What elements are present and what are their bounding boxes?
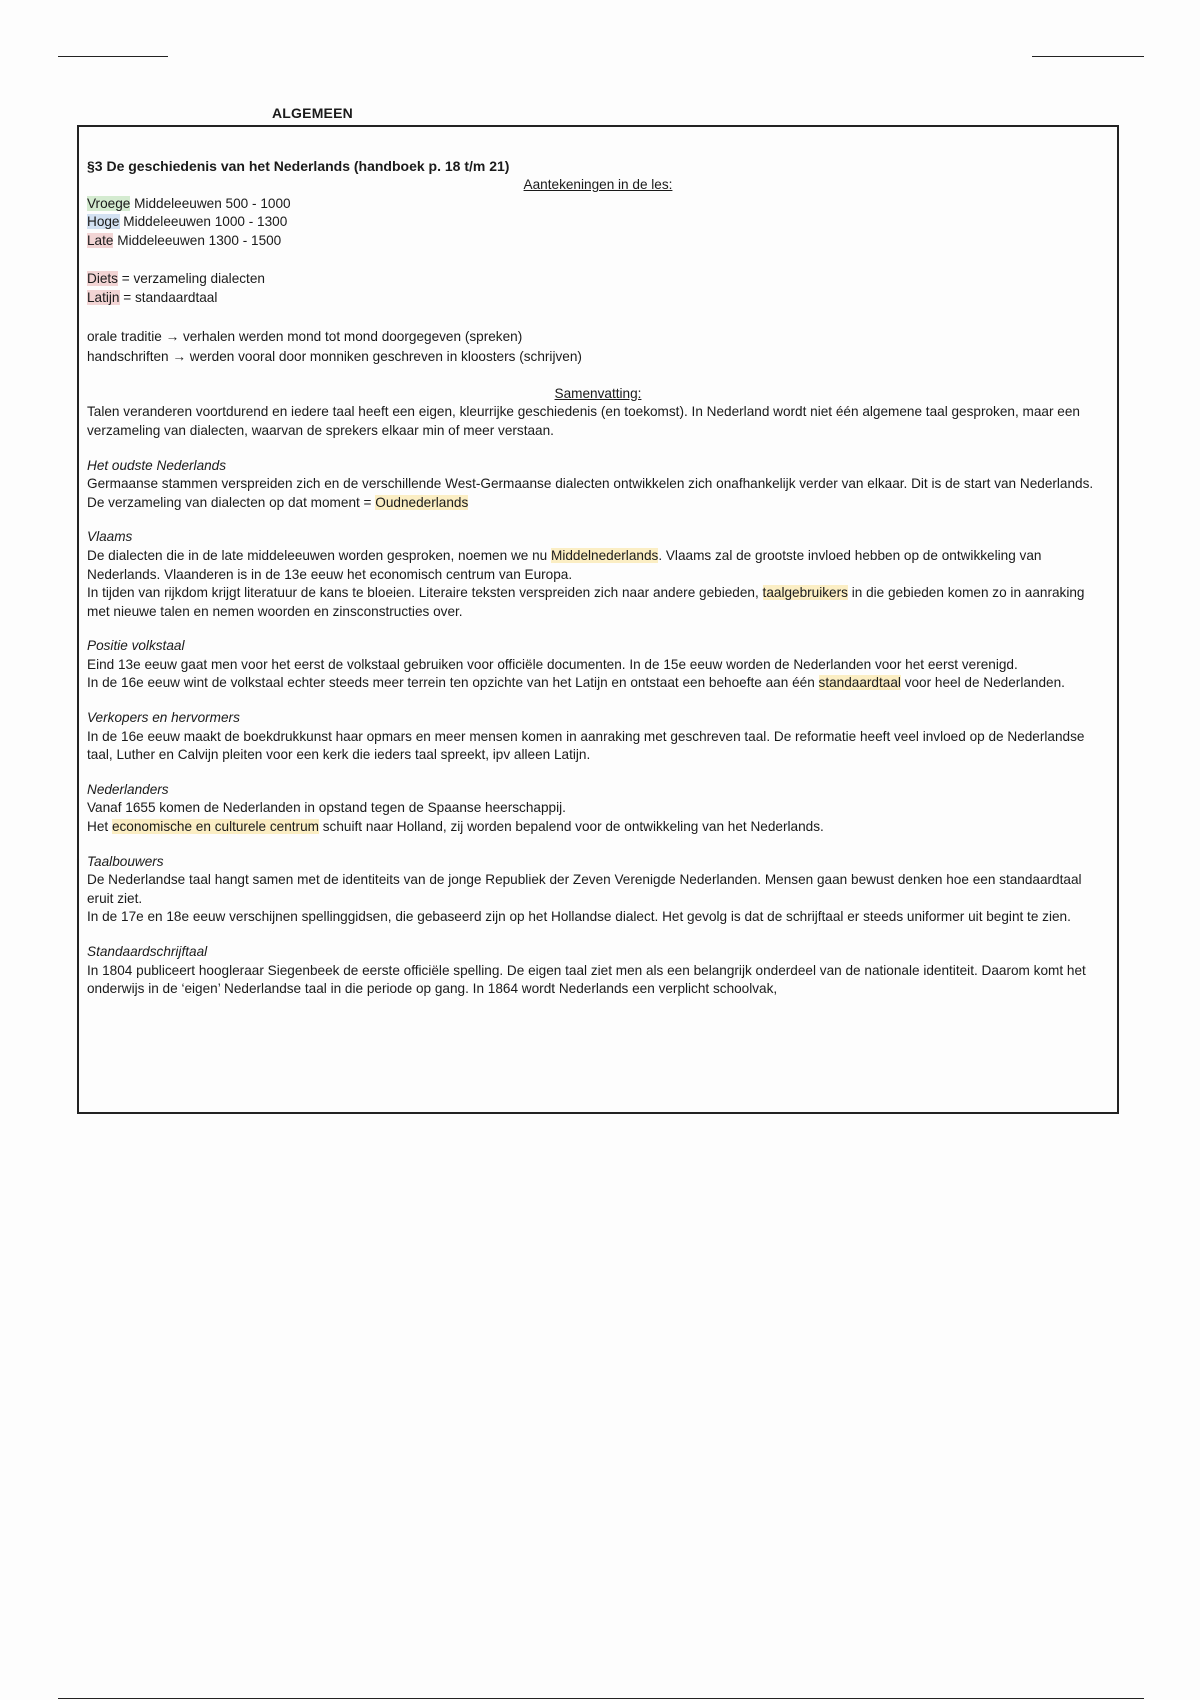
section-text: Eind 13e eeuw gaat men voor het eerst de volkstaal gebruiken voor officiële documenten. In de 15e eeuw worden de Nederlanden voor het eerst verenigd. (87, 656, 1018, 672)
key-term-highlight: taalgebruikers (762, 585, 848, 601)
key-term-highlight: economische en culturele centrum (111, 819, 319, 835)
section-heading-taalbouwers: Taalbouwers (87, 853, 164, 869)
key-term-highlight: standaardtaal (818, 675, 901, 691)
section-text: Germaanse stammen verspreiden zich en de verschillende West-Germaanse dialecten ontwikkelen zich onafhankelijk verder van elkaar. Dit is de start van Nederlands. (87, 476, 1094, 492)
summary-intro: Talen veranderen voortdurend en iedere taal heeft een eigen, kleurrijke geschiedenis (en toekomst). In Nederland wordt niet één algemene taal gesproken, maar een verzameling van dialecten, waarvan de sprekers elkaar min of meer verstaan. (87, 404, 1080, 438)
summary-heading: Samenvatting: (554, 385, 642, 401)
section-text: De Nederlandse taal hangt samen met de identiteits van de jonge Republiek der Zeven Verenigde Nederlanden. Mensen gaan bewust denken hoe een standaardtaal eruit ziet. (87, 872, 1082, 906)
key-term-highlight: Oudnederlands (375, 494, 469, 510)
bottom-rule (58, 1698, 1144, 1699)
content-box (77, 125, 1119, 1114)
language-text: = standaardtaal (119, 289, 218, 305)
section-heading-nederlanders: Nederlanders (87, 781, 169, 797)
section-text: In de 16e eeuw wint de volkstaal echter steeds meer terrein ten opzichte van het Latijn en ontstaat een behoefte aan één standaardtaal voor heel de Nederlanden. (87, 675, 1065, 691)
key-term-highlight: Middelnederlands (551, 547, 659, 563)
section-heading-verkopers: Verkopers en hervormers (87, 710, 240, 726)
period-highlight: Vroege (87, 195, 131, 211)
section-text: Vanaf 1655 komen de Nederlanden in opstand tegen de Spaanse heerschappij. (87, 800, 566, 816)
tradition-line: orale traditie → verhalen werden mond tot mond doorgegeven (spreken) (87, 328, 523, 344)
period-highlight: Late (87, 232, 114, 248)
top-left-rule (58, 56, 168, 57)
language-highlight: Diets (87, 271, 118, 287)
section-heading-vlaams: Vlaams (87, 529, 133, 545)
section-heading-oudste: Het oudste Nederlands (87, 457, 227, 473)
section-text: In 1804 publiceert hoogleraar Siegenbeek de eerste officiële spelling. De eigen taal ziet men als een belangrijk onderdeel van de nationale identiteit. Daarom komt het onderwijs in de ‘eigen’ Nederlandse taal in die periode op gang. In 1864 wordt Nederlands een verplicht schoolvak, (87, 962, 1086, 997)
period-row (87, 232, 1109, 251)
section-heading-standaard: Standaardschrijftaal (87, 944, 208, 959)
notes-heading: Aantekeningen in de les: (523, 177, 673, 192)
language-text: = verzameling dialecten (117, 271, 265, 287)
period-highlight: Hoge (87, 214, 120, 230)
language-row (87, 270, 1109, 289)
period-text: Middeleeuwen 500 - 1000 (130, 195, 291, 211)
section-text: Het economische en culturele centrum schuift naar Holland, zij worden bepalend voor de ontwikkeling van het Nederlands. (87, 819, 824, 835)
section-label: ALGEMEEN (272, 105, 353, 121)
period-text: Middeleeuwen 1000 - 1300 (119, 214, 288, 230)
section-heading-positie: Positie volkstaal (87, 638, 185, 654)
section-text: De verzameling van dialecten op dat moment = Oudnederlands (87, 494, 469, 510)
language-row (87, 289, 1109, 308)
period-row (87, 213, 1109, 232)
section-text: In de 16e eeuw maakt de boekdrukkunst haar opmars en meer mensen komen in aanraking met geschreven taal. De reformatie heeft veel invloed op de Nederlandse taal, Luther en Calvijn pleiten voor een kerk die ieders taal spreekt, ipv alleen Latijn. (87, 728, 1085, 763)
section-text: In de 17e en 18e eeuw verschijnen spellinggidsen, die gebaseerd zijn op het Hollandse dialect. Het gevolg is dat de schrijftaal er steeds uniformer uit begint te zien. (87, 909, 1071, 925)
section-text: De dialecten die in de late middeleeuwen worden gesproken, noemen we nu Middelnederlands. Vlaams zal de grootste invloed hebben op de ontwikkeling van Nederlands. Vlaanderen is in de 13e eeuw het economisch centrum van Europa. (87, 547, 1042, 582)
chapter-title: §3 De geschiedenis van het Nederlands (handboek p. 18 t/m 21) (87, 158, 510, 174)
period-text: Middeleeuwen 1300 - 1500 (113, 232, 282, 248)
section-text: In tijden van rijkdom krijgt literatuur de kans te bloeien. Literaire teksten verspreiden zich naar andere gebieden, taalgebruikers in die gebieden komen zo in aanraking met nieuwe talen en nemen woorden en zinsconstructies over. (87, 585, 1085, 619)
language-highlight: Latijn (87, 289, 120, 305)
tradition-line: handschriften → werden vooral door monniken geschreven in kloosters (schrijven) (87, 349, 582, 365)
period-row (87, 195, 1109, 214)
top-right-rule (1032, 56, 1144, 57)
